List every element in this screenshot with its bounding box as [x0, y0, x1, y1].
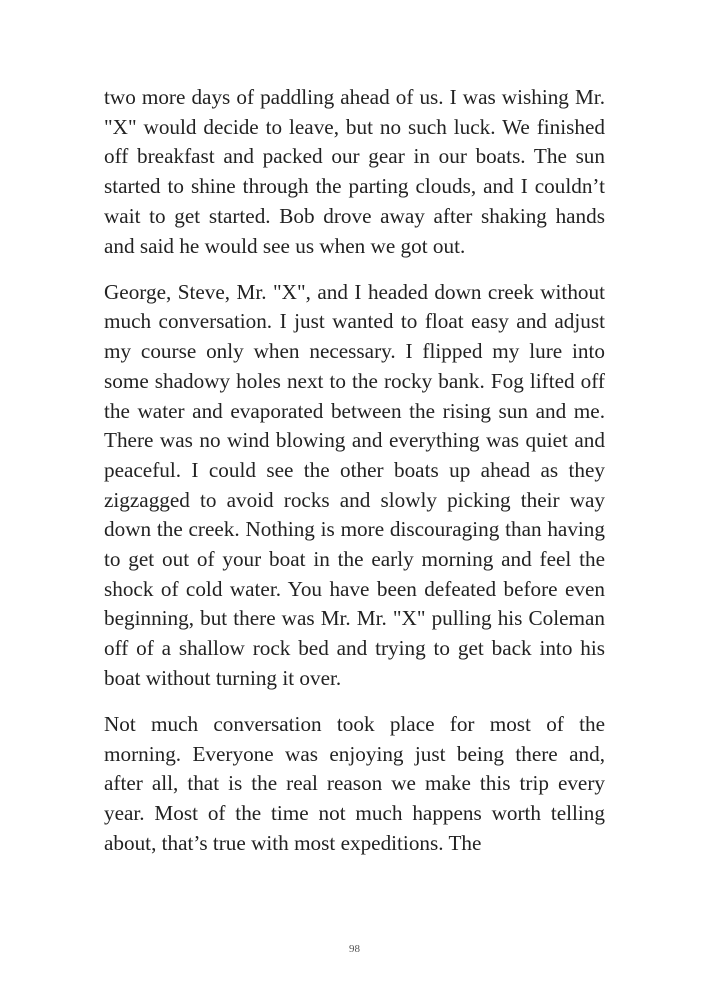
page-number: 98 — [349, 943, 360, 955]
paragraph-3: Not much conversation took place for most of the morning. Everyone was enjoying just being there and, after all, that is the real reason we make this trip every year. Most of the time not much happens worth telling about, that’s true with most expeditions. The — [104, 712, 605, 855]
paragraph-2: George, Steve, Mr. "X", and I headed down creek without much conversation. I just wanted to float easy and adjust my course only when necessary. I flipped my lure into some shadowy holes next to the rocky bank. Fog lifted off the water and evaporated between the rising sun and me. There was no wind blowing and everything was quiet and peaceful. I could see the other boats up ahead as they zigzagged to avoid rocks and slowly picking their way down the creek. Nothing is more discouraging than having to get out of your boat in the early morning and feel the shock of cold water. You have been defeated before even beginning, but there was Mr. Mr. "X" pulling his Coleman off of a shallow rock bed and trying to get back into his boat without turning it over. — [104, 279, 605, 690]
body-text — [104, 83, 605, 875]
paragraph-1: two more days of paddling ahead of us. I was wishing Mr. "X" would decide to leave, but no such luck. We finished off breakfast and packed our gear in our boats. The sun started to shine through the parting clouds, and I couldn’t wait to get started. Bob drove away after shaking hands and said he would see us when we got out. — [104, 85, 605, 258]
